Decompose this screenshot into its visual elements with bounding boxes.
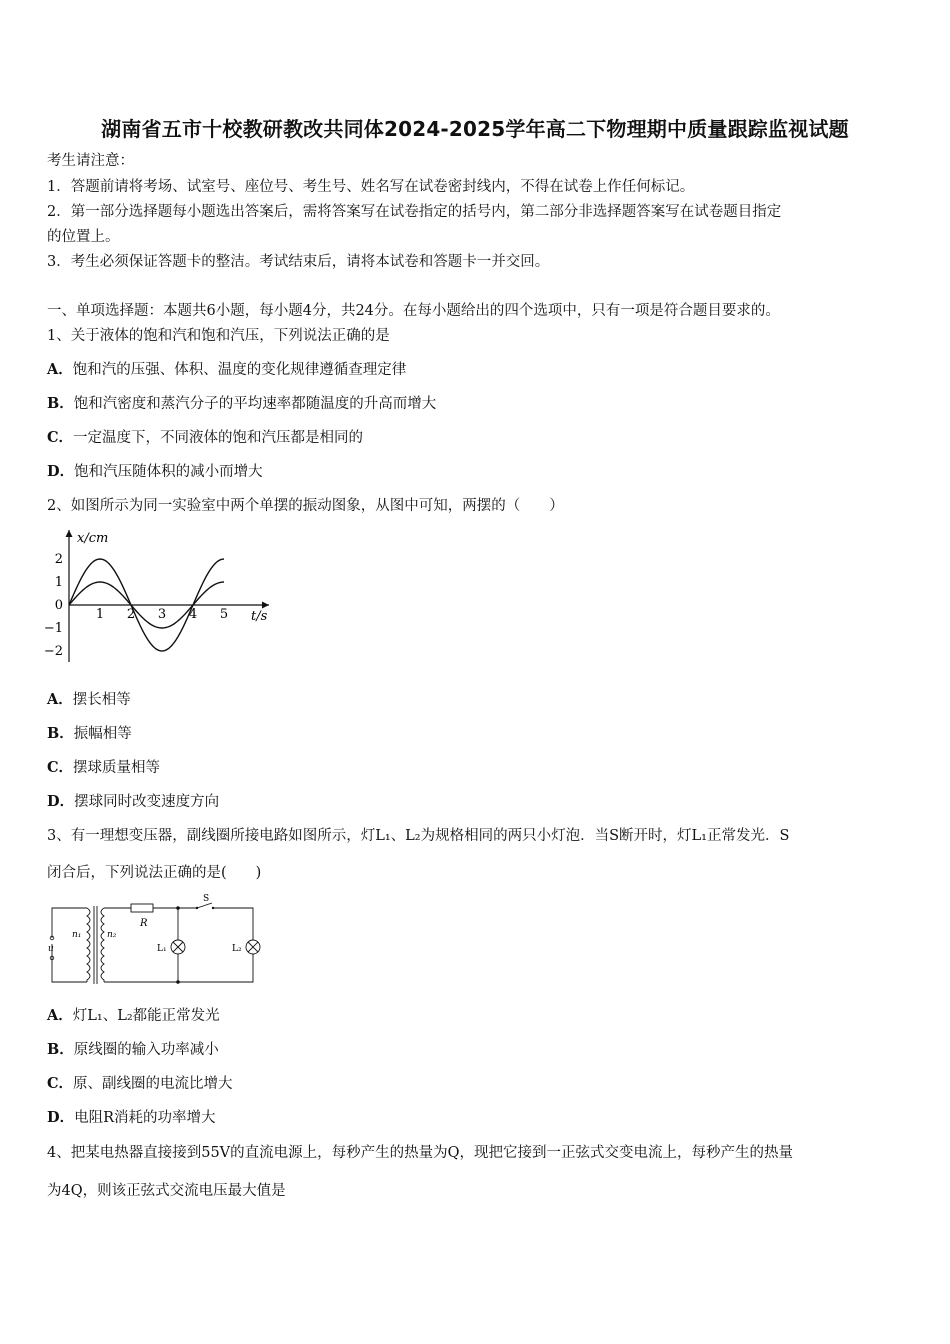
- notice-item: 3．考生必须保证答题卡的整洁。考试结束后，请将本试卷和答题卡一并交回。: [47, 254, 550, 270]
- option-label: C．: [47, 429, 74, 446]
- lamp-l1-label: L₁: [157, 944, 167, 954]
- resistor-label: R: [140, 918, 148, 929]
- option-label: C．: [47, 1075, 74, 1092]
- question-1-stem: 1、关于液体的饱和汽和饱和汽压，下列说法正确的是: [47, 328, 390, 344]
- y-tick-label: −2: [43, 644, 63, 659]
- question-1-option-c: [47, 428, 363, 448]
- question-3-stem-line-1: 3、有一理想变压器，副线圈所接电路如图所示，灯L₁、L₂为规格相同的两只小灯泡．当S断开时，灯L₁正常发光．S: [47, 828, 790, 844]
- option-label: A．: [47, 1007, 73, 1024]
- question-2-option-a: [47, 690, 131, 710]
- y-axis-label: x/cm: [77, 531, 109, 546]
- option-label: B．: [47, 1041, 74, 1058]
- option-text: 原线圈的输入功率减小: [73, 1042, 219, 1058]
- notice-item: 的位置上。: [47, 229, 120, 245]
- question-1-option-d: [47, 462, 263, 482]
- question-1-option-b: [47, 394, 436, 414]
- pendulum-graph: [43, 522, 277, 667]
- question-3-option-b: [47, 1040, 219, 1060]
- option-label: A．: [47, 691, 73, 708]
- switch-contact: [196, 907, 198, 909]
- x-tick-label: 1: [95, 607, 105, 622]
- option-text: 灯L₁、L₂都能正常发光: [72, 1008, 220, 1024]
- option-label: C．: [47, 759, 74, 776]
- question-4-line-2: 为4Q，则该正弦式交流电压最大值是: [47, 1183, 286, 1199]
- option-text: 饱和汽密度和蒸汽分子的平均速率都随温度的升高而增大: [73, 396, 437, 412]
- y-tick-label: −1: [43, 621, 63, 636]
- option-label: B．: [47, 725, 74, 742]
- option-label: A．: [47, 361, 73, 378]
- primary-coil: [87, 908, 90, 982]
- option-text: 饱和汽的压强、体积、温度的变化规律遵循查理定律: [72, 362, 407, 378]
- transformer-circuit: [47, 892, 262, 990]
- x-tick-label: 2: [126, 607, 136, 622]
- secondary-coil: [101, 908, 104, 982]
- page-title: 湖南省五市十校教研教改共同体2024-2025学年高二下物理期中质量跟踪监视试题: [101, 117, 849, 141]
- notice-item: 1．答题前请将考场、试室号、座位号、考生号、姓名写在试卷密封线内，不得在试卷上作任何标记。: [47, 179, 695, 195]
- question-1-option-a: [47, 360, 406, 380]
- section-heading: 一、单项选择题：本题共6小题，每小题4分，共24分。在每小题给出的四个选项中，只有一项是符合题目要求的。: [47, 303, 780, 319]
- question-3-stem-line-2: 闭合后，下列说法正确的是( ): [47, 865, 262, 881]
- option-text: 电阻R消耗的功率增大: [74, 1110, 216, 1126]
- option-label: B．: [47, 395, 74, 412]
- option-text: 摆球质量相等: [73, 760, 161, 776]
- option-text: 一定温度下，不同液体的饱和汽压都是相同的: [73, 430, 364, 446]
- resistor-r: [131, 904, 153, 912]
- x-tick-label: 3: [157, 607, 167, 622]
- notice-heading: 考生请注意：: [47, 153, 134, 169]
- option-label: D．: [47, 463, 75, 480]
- option-text: 摆球同时改变速度方向: [74, 794, 220, 810]
- question-3-option-a: [47, 1006, 220, 1026]
- option-label: D．: [47, 793, 75, 810]
- option-text: 振幅相等: [73, 726, 132, 742]
- primary-turns-label: n₁: [72, 930, 82, 940]
- question-2-option-b: [47, 724, 132, 744]
- y-tick-label: 1: [54, 575, 63, 590]
- primary-wire: [52, 908, 87, 938]
- x-tick-label: 4: [188, 607, 198, 622]
- notice-item: 2．第一部分选择题每小题选出答案后，需将答案写在试卷指定的括号内，第二部分非选择题答案写在试卷题目指定: [47, 204, 782, 220]
- question-4-line-1: 4、把某电热器直接接到55V的直流电源上，每秒产生的热量为Q，现把它接到一正弦式交变电流上，每秒产生的热量: [47, 1145, 794, 1161]
- secondary-turns-label: n₂: [107, 930, 117, 940]
- x-axis-label: t/s: [251, 609, 268, 624]
- option-text: 原、副线圈的电流比增大: [73, 1076, 233, 1092]
- input-voltage-label: u: [48, 944, 54, 954]
- option-label: D．: [47, 1109, 75, 1126]
- question-2-option-d: [47, 792, 219, 812]
- x-tick-label: 5: [219, 607, 229, 622]
- y-tick-label: 0: [54, 598, 63, 613]
- question-3-option-d: [47, 1108, 216, 1128]
- question-2-option-c: [47, 758, 160, 778]
- option-text: 饱和汽压随体积的减小而增大: [74, 464, 263, 480]
- y-tick-label: 2: [54, 552, 63, 567]
- primary-wire: [52, 944, 87, 982]
- switch-label: S: [203, 894, 210, 904]
- option-text: 摆长相等: [72, 692, 131, 708]
- question-2-stem: 2、如图所示为同一实验室中两个单摆的振动图象，从图中可知，两摆的（ ）: [47, 498, 564, 514]
- question-3-option-c: [47, 1074, 233, 1094]
- lamp-l2-label: L₂: [232, 944, 242, 954]
